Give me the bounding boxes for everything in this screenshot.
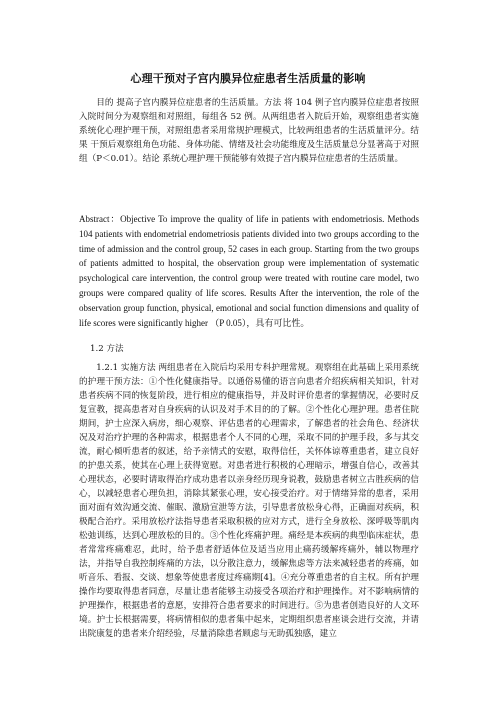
body-paragraph: 1.2.1 实施方法 两组患者在入院后均采用专科护理常规。观察组在此基础上采用系统的护理干预方法：①个性化健康指导。以通俗易懂的语言向患者介绍疾病相关知识，针对患者疾病不同的恢复阶段，进行相应的健康指导，并及时评价患者的掌握情况，必要时反复宣教，提高患者对自身疾病的认识及对手术目的的了解。②个性化心理护理。患者住院期间，护士应深入病房，细心观察、评估患者的心理需求，了解患者的社会角色、经济状况及对治疗护理的各种需求，根据患者个人不同的心理，采取不同的护理手段，多与其交流，耐心倾听患者的叙述，给予亲情式的安慰，取得信任，关怀体谅尊重患者，建立良好的护患关系，使其在心理上获得宽慰。对患者进行积极的心理暗示，增强自信心，改善其心理状态，必要时请取得治疗成功患者以亲身经历现身说教，鼓励患者树立古胜疾病的信心，以减轻患者心理负担，消除其紧张心理，安心接受治疗。对于情绪异常的患者，采用面对面有效沟通交流、催眠、激励宣泄等方法，引导患者放松身心得，正确面对疾病，积极配合治疗。采用放松疗法指导患者采取积极的应对方式，进行全身放松、深呼吸等肌肉松弛训练，达到心理放松的目的。③个性化疼痛护理。痛经是本疾病的典型临床症状，患者常常疼痛难忍，此时，给予患者舒适体位及适当应用止痛药缓解疼痛外，辅以物理疗法，并指导自我控制疼痛的方法，以分散注意力，缓解焦虑等方法来减轻患者的疼痛，如听音乐、看报、交谈、想象等使患者度过疼痛期[4]。④充分尊重患者的自主权。所有护理操作均要取得患者同意，尽量让患者能够主动接受各项治疗和护理操作。对不影响病情的护理操作，根据患者的意愿，安排符合患者要求的时间进行。⑤为患者创造良好的人文环境。护士长根据需要，将病情相似的患者集中起来，定期组织患者座谈会进行交流，并请出院康复的患者来介绍经验，尽量消除患者顾虑与无助孤独感，建立 [79,363,419,639]
english-abstract [79,212,419,352]
english-abstract-text: Abstract：Objective To improve the quality of life in patients with endometriosis. Methods 104 patients with endometrial endometriosis patients divided into two groups according to the time of admission and the control group, 52 cases in each group. Starting from the two groups of patients admitted to hospital, the observation group were implementation of systematic psychological care intervention, the control group were treated with routine care model, two groups were compared quality of life scores. Results After the intervention, the role of the observation group function, physical, emotional and social function dimensions and quality of life scores were significantly higher （P 0.05），具有可比性。 [79,214,419,328]
chinese-abstract-text: 目的 提高子宫内膜异位症患者的生活质量。方法 将 104 例子宫内膜异位症患者按照入院时间分为观察组和对照组，每组各 52 例。从两组患者入院后开始，观察组患者实施系统化心理护理干预，对照组患者采用常规护理模式，比较两组患者的生活质量评分。结果 干预后观察组角色功能、身体功能、情绪及社会功能维度及生活质量总分显著高于对照组（P＜0.01）。结论 系统心理护理干预能够有效提子宫内膜异位症患者的生活质量。 [79,98,419,164]
chinese-abstract [79,96,419,208]
body-section [79,361,419,701]
paper-title: 心理干预对子宫内膜异位症患者生活质量的影响 [130,72,366,85]
section-heading: 1.2 方法 [90,344,124,354]
